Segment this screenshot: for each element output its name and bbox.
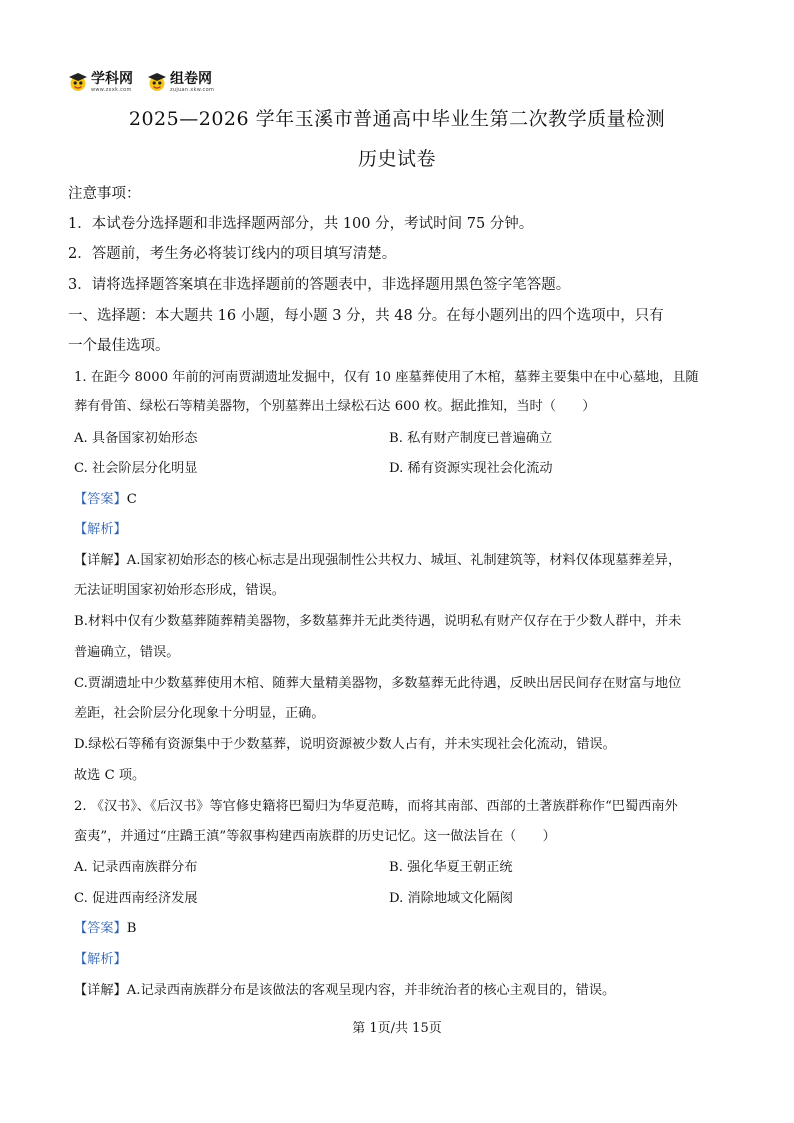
q2-analysis-label: 【解析】	[74, 952, 127, 967]
notes-heading: 注意事项：	[68, 186, 141, 202]
q2-option-c: C. 促进西南经济发展	[74, 891, 198, 906]
page-number: 第 1页/共 15页	[352, 1021, 442, 1036]
graduate-face-icon	[68, 72, 88, 92]
answer-label: 【答案】	[74, 492, 127, 507]
q1-option-d: D. 稀有资源实现社会化流动	[389, 461, 553, 476]
section-heading-cont: 一个最佳选项。	[68, 338, 170, 354]
page-title: 2025—2026 学年玉溪市普通高中毕业生第二次教学质量检测	[128, 108, 666, 130]
q2-option-d: D. 消除地域文化隔阂	[389, 891, 513, 906]
question-2-stem: 2. 《汉书》、《后汉书》等官修史籍将巴蜀归为华夏范畴，而将其南部、西部的土著族群称作“巴蜀西南外	[74, 799, 678, 814]
xuekewang-logo	[68, 71, 133, 93]
q1-detail-line: D.绿松石等稀有资源集中于少数墓葬，说明资源被少数人占有，并未实现社会化流动，错误。	[74, 737, 616, 752]
q1-analysis-label: 【解析】	[74, 522, 127, 537]
answer-value: C	[126, 492, 137, 507]
section-heading: 一、选择题：本大题共 16 小题，每小题 3 分，共 48 分。在每小题列出的四个选项中，只有	[68, 308, 664, 324]
answer-label: 【答案】	[74, 921, 127, 936]
q1-detail-line	[74, 551, 681, 571]
logo2-name: 组卷网	[170, 71, 212, 87]
q1-detail-line: 故选 C 项。	[74, 768, 146, 783]
logo2-url: zujuan.xkw.com	[170, 87, 215, 93]
detail-text: A.记录西南族群分布是该做法的客观呈现内容，并非统治者的核心主观目的，错误。	[126, 983, 616, 998]
q2-option-b: B. 强化华夏王朝正统	[389, 860, 513, 875]
q1-option-a: A. 具备国家初始形态	[74, 431, 198, 446]
note-item: 2．答题前，考生务必将装订线内的项目填写清楚。	[68, 246, 397, 262]
logo1-name: 学科网	[91, 71, 133, 87]
q1-answer	[74, 490, 137, 510]
q2-answer	[74, 919, 136, 939]
question-2-stem-cont: 蛮夷”，并通过“庄蹻王滇”等叙事构建西南族群的历史记忆。这一做法旨在（ ）	[74, 829, 556, 844]
q1-option-c: C. 社会阶层分化明显	[74, 461, 198, 476]
zujuanwang-logo	[147, 71, 214, 93]
question-1-stem-cont: 葬有骨笛、绿松石等精美器物，个别墓葬出土绿松石达 600 枚。据此推知，当时（ ）	[74, 399, 596, 414]
note-item: 1．本试卷分选择题和非选择题两部分，共 100 分，考试时间 75 分钟。	[68, 216, 534, 232]
note-item: 3．请将选择题答案填在非选择题前的答题表中，非选择题用黑色签字笔答题。	[68, 277, 571, 293]
q1-detail-line: 差距，社会阶层分化现象十分明显，正确。	[74, 706, 325, 721]
q1-detail-line: 无法证明国家初始形态形成，错误。	[74, 583, 285, 598]
q2-detail-line	[74, 981, 615, 1001]
detail-label: 【详解】	[74, 553, 127, 568]
q1-detail-line: C.贾湖遗址中少数墓葬使用木棺、随葬大量精美器物，多数墓葬无此待遇，反映出居民间存在财富与地位	[74, 676, 682, 691]
detail-text: A.国家初始形态的核心标志是出现强制性公共权力、城垣、礼制建筑等，材料仅体现墓葬差异，	[126, 553, 682, 568]
q1-detail-line: B.材料中仅有少数墓葬随葬精美器物，多数墓葬并无此类待遇，说明私有财产仅存在于少数人群中，并未	[74, 614, 682, 629]
detail-label: 【详解】	[74, 983, 127, 998]
question-1-stem: 1. 在距今 8000 年前的河南贾湖遗址发掘中，仅有 10 座墓葬使用了木棺，墓葬主要集中在中心墓地，且随	[74, 370, 699, 385]
graduate-face-icon	[147, 72, 167, 92]
logo1-url: www.zxxk.com	[91, 87, 132, 93]
answer-value: B	[126, 921, 137, 936]
page-subtitle: 历史试卷	[357, 148, 436, 170]
q2-option-a: A. 记录西南族群分布	[74, 860, 198, 875]
header-logos	[68, 68, 214, 96]
q1-option-b: B. 私有财产制度已普遍确立	[389, 431, 553, 446]
q1-detail-line: 普遍确立，错误。	[74, 645, 180, 660]
